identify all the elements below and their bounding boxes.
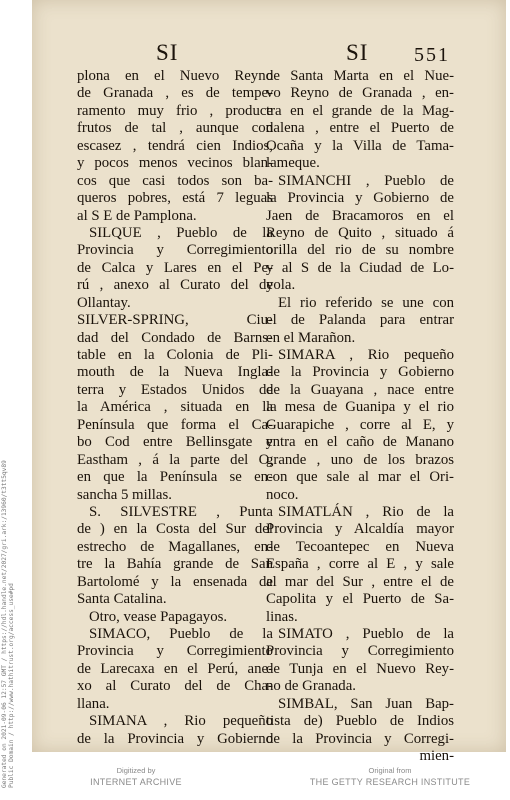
text-line: grande , uno de los brazos — [266, 451, 454, 468]
left-column — [77, 68, 273, 748]
text-line: de la Provincia y Corregi- — [266, 730, 454, 747]
text-line: Ollantay. — [77, 294, 131, 311]
text-line: sancha 5 millas. — [77, 486, 172, 503]
text-line: frutos de tal , aunque con — [77, 120, 273, 137]
text-line: de la Guayana , nace entre — [266, 381, 454, 398]
text-line: rú , anexo al Curato del de — [77, 277, 273, 294]
right-column — [266, 68, 454, 766]
text-line: dad del Condado de Barns- — [77, 329, 273, 346]
text-line: S. SILVESTRE , Punta — [89, 503, 273, 520]
text-line: terra y Estados Unidos de — [77, 381, 273, 398]
footer — [0, 766, 510, 800]
text-line: de la Provincia y Gobierno — [77, 730, 273, 747]
text-line: tra en el grande de la Mag- — [266, 102, 454, 119]
text-line: orilla del rio de su nombre — [266, 242, 454, 259]
text-line: estrecho de Magallanes, en- — [77, 538, 273, 555]
text-line: Reyno de Quito , situado á — [266, 224, 454, 241]
text-line: Otro, vease Papagayos. — [89, 608, 228, 625]
text-line: vo Reyno de Granada , en- — [266, 85, 454, 102]
text-line: de Granada , es de tempe- — [77, 85, 273, 102]
text-line: Provincia y Corregimiento — [266, 643, 454, 660]
text-line: linas. — [266, 608, 298, 625]
text-line: plona en el Nuevo Reyno — [77, 68, 273, 84]
text-line: con que sale al mar el Ori- — [266, 469, 454, 486]
running-head-right: SI — [346, 40, 369, 65]
text-line: la Provincia y Gobierno de — [266, 190, 454, 207]
text-line: de ) en la Costa del Sur del — [77, 521, 273, 538]
text-line: queros pobres, está 7 leguas — [77, 190, 273, 207]
text-line: la mesa de Guanipa y el rio — [266, 399, 454, 416]
page-number: 551 — [414, 44, 450, 66]
text-line: SIMBAL, San Juan Bap- — [278, 695, 454, 712]
text-line: al mar del Sur , entre el de — [266, 573, 454, 590]
text-line: lameque. — [266, 155, 320, 172]
text-line: Santa Catalina. — [77, 591, 167, 608]
text-line: dalena , entre el Puerto de — [266, 120, 454, 137]
text-line: yola. — [266, 277, 296, 294]
text-line: SIMANA , Rio pequeño — [89, 713, 273, 730]
text-line: entra en el caño de Manano — [266, 434, 454, 451]
text-line: llana. — [77, 695, 110, 712]
original-from-label: Original from — [368, 766, 412, 775]
text-line: en que la Península se en- — [77, 469, 273, 486]
text-line: Provincia y Alcaldía mayor — [266, 521, 454, 538]
text-line: de Calca y Lares en el Pe- — [77, 259, 273, 276]
digitized-by-label: Digitized by — [116, 766, 156, 775]
text-line: y al S de la Ciudad de Lo- — [266, 259, 454, 276]
text-line: Capolita y el Puerto de Sa- — [266, 591, 454, 608]
text-line: cos que casi todos son ba- — [77, 172, 273, 189]
running-head-left: SI — [156, 40, 179, 65]
text-line: la América , situada en la — [77, 399, 273, 416]
text-line: SIMATO , Pueblo de la — [278, 626, 454, 642]
text-line: bo Cod entre Bellinsgate y — [77, 434, 273, 451]
text-line: en el Marañon. — [266, 329, 356, 346]
getty-institute-label: THE GETTY RESEARCH INSTITUTE — [309, 777, 471, 787]
stamp-line-2: Public Domain / http://www.hathitrust.org/access_use#pd — [8, 583, 15, 788]
text-line: SIMARA , Rio pequeño — [278, 347, 454, 363]
text-line: de Santa Marta en el Nue- — [266, 68, 454, 84]
text-line: escasez , tendrá cien Indios, — [77, 137, 273, 154]
digitized-by-credit — [66, 766, 206, 788]
text-line: El rio referido se une con — [278, 294, 454, 311]
text-line: mien- — [419, 748, 454, 765]
text-line: Provincia y Corregimiento — [77, 242, 273, 259]
text-line: SIMATLÁN , Rio de la — [278, 503, 454, 520]
text-line: España , corre al E , y sale — [266, 556, 454, 573]
text-line: de Larecaxa en el Perú, ane- — [77, 660, 273, 677]
text-line: de la Provincia y Gobierno — [266, 364, 454, 381]
text-line: de Tecoantepec en Nueva — [266, 538, 454, 555]
original-from-credit — [300, 766, 480, 788]
text-line: al S E de Pamplona. — [77, 207, 197, 224]
text-line: de Tunja en el Nuevo Rey- — [266, 660, 454, 677]
text-line: Bartolomé y la ensenada de — [77, 573, 273, 590]
text-line: noco. — [266, 486, 299, 503]
text-line: Provincia y Corregimiento — [77, 643, 273, 660]
text-line: y pocos menos vecinos blan- — [77, 155, 273, 172]
text-line: Guarapiche , corre al E, y — [266, 416, 454, 433]
internet-archive-label: INTERNET ARCHIVE — [90, 777, 182, 787]
text-line: SIMACO, Pueblo de la — [89, 626, 273, 642]
text-line: table en la Colonia de Pli- — [77, 347, 273, 363]
text-line: ramento muy frio , produce — [77, 102, 273, 119]
text-line: Península que forma el Ca- — [77, 416, 273, 433]
text-line: Eastham , á la parte del O, — [77, 451, 273, 468]
text-line: tre la Bahía grande de San — [77, 556, 273, 573]
text-line: SILQUE , Pueblo de la — [89, 224, 273, 241]
text-line: el de Palanda para entrar — [266, 312, 454, 329]
text-line: tista de) Pueblo de Indios — [266, 713, 454, 730]
text-line: Jaen de Bracamoros en el — [266, 207, 454, 224]
text-line: SIMANCHI , Pueblo de — [278, 172, 454, 189]
stamp-line-1: Generated on 2021-09-06 12:57 GMT / https://hdl.handle.net/2027/gri.ark:/13960/t3tt5qv89 — [1, 460, 8, 788]
text-line: Ocaña y la Villa de Tama- — [266, 137, 454, 154]
text-line: mouth de la Nueva Ingla- — [77, 364, 273, 381]
hathitrust-stamp — [1, 428, 15, 788]
text-line: SILVER-SPRING, Ciu- — [77, 312, 273, 329]
text-line: no de Granada. — [266, 678, 356, 695]
text-line: xo al Curato del de Cha- — [77, 678, 273, 695]
